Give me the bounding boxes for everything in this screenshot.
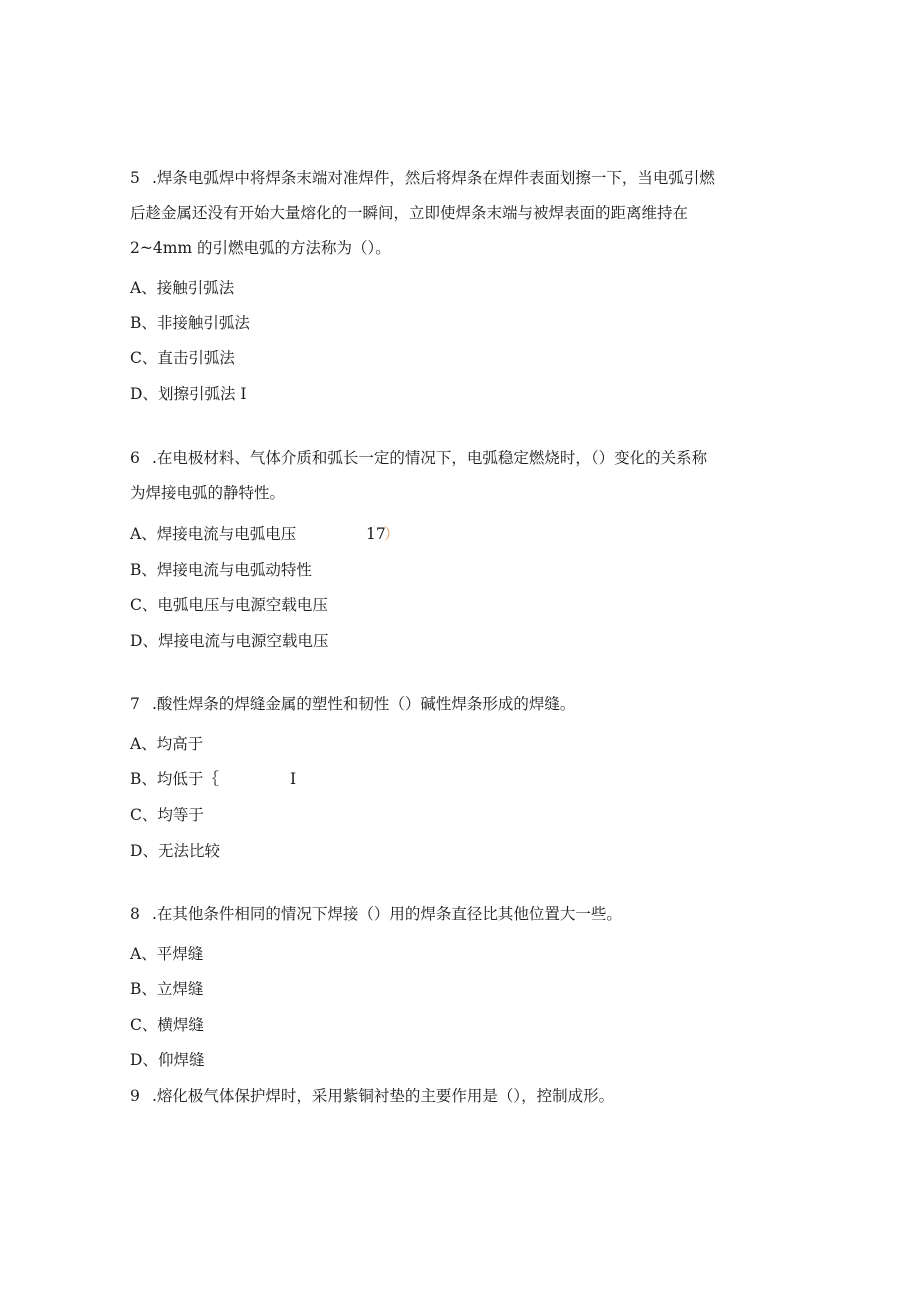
question-7-option-d — [130, 841, 220, 861]
question-text: .在其他条件相同的情况下焊接（）用的焊条直径比其他位置大一些。 — [152, 905, 622, 923]
option-letter: A — [130, 735, 142, 753]
question-text: .熔化极气体保护焊时，采用紫铜衬垫的主要作用是（），控制成形。 — [152, 1087, 615, 1105]
option-text: 均低于｛ — [156, 770, 219, 788]
question-6-line-1 — [130, 448, 707, 468]
option-letter: D — [130, 842, 143, 860]
option-text: 划擦引弧法 I — [157, 385, 247, 403]
option-separator: 、 — [141, 279, 157, 297]
option-separator: 、 — [141, 770, 157, 788]
question-7-option-c — [130, 805, 204, 825]
option-letter: D — [130, 1051, 143, 1069]
question-8-option-c — [130, 1015, 204, 1035]
option-text: 焊接电流与电弧动特性 — [156, 561, 312, 579]
question-8-line-1 — [130, 904, 622, 924]
option-text: 仰焊缝 — [157, 1051, 205, 1069]
option-separator: 、 — [141, 1016, 158, 1034]
option-text: 焊接电流与电源空载电压 — [157, 632, 329, 650]
question-text: 后趁金属还没有开始大量熔化的一瞬间，立即使焊条末端与被焊表面的距离维持在 — [130, 204, 689, 222]
option-letter: B — [130, 561, 142, 579]
option-text: 均高于 — [156, 735, 204, 753]
question-number: 9 — [130, 1087, 140, 1105]
option-letter: D — [130, 385, 143, 403]
question-text: .焊条电弧焊中将焊条末端对准焊件，然后将焊条在焊件表面划擦一下，当电弧引燃 — [152, 169, 715, 187]
option-letter: C — [130, 349, 142, 367]
option-letter: B — [130, 314, 142, 332]
option-separator: 、 — [142, 385, 158, 403]
option-text: 非接触引弧法 — [156, 314, 250, 332]
question-text: .酸性焊条的焊缝金属的塑性和韧性（）碱性焊条形成的焊缝。 — [152, 695, 576, 713]
option-letter: A — [130, 525, 142, 543]
option-text: 平焊缝 — [156, 945, 204, 963]
question-5-line-3 — [130, 238, 391, 258]
option-text: 横焊缝 — [157, 1016, 204, 1034]
option-separator: 、 — [142, 842, 158, 860]
option-letter: C — [130, 1016, 142, 1034]
question-6-option-c — [130, 595, 328, 615]
option-letter: D — [130, 632, 143, 650]
option-separator: 、 — [141, 349, 158, 367]
question-number: 7 — [130, 695, 140, 713]
question-6-option-b — [130, 560, 312, 580]
question-5-option-a — [130, 278, 234, 298]
option-text: 直击引弧法 — [157, 349, 235, 367]
question-9-line-1 — [130, 1086, 614, 1106]
option-separator: 、 — [141, 596, 158, 614]
option-text: 电弧电压与电源空载电压 — [157, 596, 328, 614]
option-letter: A — [130, 279, 142, 297]
question-6-option-d — [130, 631, 328, 651]
question-7-option-a — [130, 734, 203, 754]
question-text: 2~4mm 的引燃电弧的方法称为（）。 — [130, 239, 391, 257]
question-5-option-b — [130, 313, 250, 333]
option-letter: C — [130, 806, 142, 824]
option-text: 接触引弧法 — [156, 279, 235, 297]
question-5-line-2 — [130, 203, 688, 223]
option-letter: B — [130, 770, 142, 788]
question-8-option-a — [130, 944, 203, 964]
option-separator: 、 — [141, 945, 157, 963]
option-separator: 、 — [141, 561, 157, 579]
option-text: 焊接电流与电弧电压 — [156, 525, 297, 543]
option-text: 立焊缝 — [156, 980, 204, 998]
question-5-line-1 — [130, 168, 715, 188]
question-6-option-a — [130, 524, 296, 544]
option-letter: B — [130, 980, 142, 998]
question-7-line-1 — [130, 694, 575, 714]
option-separator: 、 — [141, 806, 158, 824]
question-8-option-d — [130, 1050, 204, 1070]
stray-paren-mark: ） — [384, 525, 400, 543]
question-6-line-2 — [130, 483, 285, 503]
option-separator: 、 — [141, 525, 157, 543]
question-text: .在电极材料、气体介质和弧长一定的情况下，电弧稳定燃烧时，（）变化的关系称 — [152, 449, 708, 467]
stray-number-mark: 17 — [366, 525, 386, 543]
question-8-option-b — [130, 979, 203, 999]
option-text: 无法比较 — [157, 842, 220, 860]
option-separator: 、 — [142, 632, 158, 650]
stray-cursor-mark: I — [290, 770, 297, 788]
option-separator: 、 — [141, 735, 157, 753]
question-number: 6 — [130, 449, 140, 467]
option-letter: C — [130, 596, 142, 614]
question-number: 5 — [130, 169, 140, 187]
question-5-option-d — [130, 384, 247, 404]
option-separator: 、 — [142, 1051, 158, 1069]
question-7-option-b — [130, 769, 219, 789]
option-text: 均等于 — [157, 806, 204, 824]
option-letter: A — [130, 945, 142, 963]
option-separator: 、 — [141, 314, 157, 332]
question-text: 为焊接电弧的静特性。 — [130, 484, 286, 502]
question-number: 8 — [130, 905, 140, 923]
option-separator: 、 — [141, 980, 157, 998]
question-5-option-c — [130, 348, 235, 368]
